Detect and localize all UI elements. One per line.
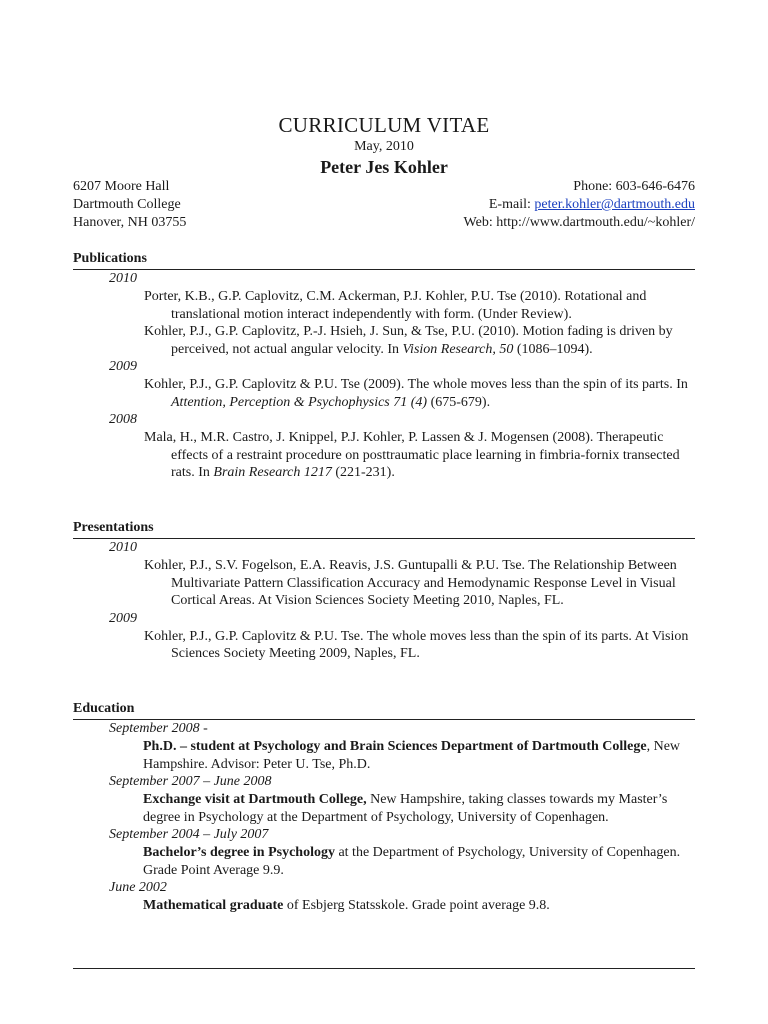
presentations-heading: Presentations bbox=[73, 519, 695, 539]
year-label: 2008 bbox=[109, 412, 137, 427]
presentation-entry: Kohler, P.J., S.V. Fogelson, E.A. Reavis, J.S. Guntupalli & P.U. Tse. The Relationship Between Multivariate Pattern Classification Accuracy and Hemodynamic Response Level in Visual Cortical Areas. At Vision Sciences Society Meeting 2010, Naples, FL. bbox=[144, 558, 677, 608]
web-address: Web: http://www.dartmouth.edu/~kohler/ bbox=[463, 215, 695, 230]
contact-block bbox=[73, 178, 695, 232]
address-line-3: Hanover, NH 03755 bbox=[73, 215, 187, 230]
education-entry: Bachelor’s degree in Psychology at the Department of Psychology, University of Copenhagen. Grade Point Average 9.9. bbox=[143, 845, 681, 878]
publications-heading: Publications bbox=[73, 250, 695, 270]
year-label: 2010 bbox=[109, 271, 137, 286]
email-line bbox=[489, 196, 695, 214]
publication-entry: Kohler, P.J., G.P. Caplovitz & P.U. Tse (2009). The whole moves less than the spin of its parts. In Attention, Perception & Psychophysics 71 (4) (675-679). bbox=[144, 377, 688, 410]
year-label: 2010 bbox=[109, 540, 137, 555]
address-line-2: Dartmouth College bbox=[73, 197, 181, 212]
email-link[interactable]: peter.kohler@dartmouth.edu bbox=[534, 197, 695, 212]
education-entry: Mathematical graduate of Esbjerg Statsskole. Grade point average 9.8. bbox=[143, 898, 550, 913]
presentation-entry: Kohler, P.J., G.P. Caplovitz & P.U. Tse. The whole moves less than the spin of its parts. At Vision Sciences Society Meeting 2009, Naples, FL. bbox=[144, 628, 689, 661]
document-date: May, 2010 bbox=[354, 139, 414, 154]
education-date: June 2002 bbox=[109, 880, 167, 895]
publication-entry: Kohler, P.J., G.P. Caplovitz, P.-J. Hsieh, J. Sun, & Tse, P.U. (2010). Motion fading is driven by perceived, not actual angular velocity. In Vision Research, 50 (1086–1094). bbox=[144, 324, 673, 357]
education-date: September 2008 - bbox=[109, 721, 208, 736]
year-label: 2009 bbox=[109, 359, 137, 374]
education-entry: Exchange visit at Dartmouth College, New Hampshire, taking classes towards my Master’s degree in Psychology at the Department of Psychology, University of Copenhagen. bbox=[143, 792, 668, 825]
footer-divider bbox=[73, 968, 695, 969]
education-section bbox=[73, 700, 695, 915]
phone: Phone: 603-646-6476 bbox=[573, 179, 695, 194]
publication-entry: Mala, H., M.R. Castro, J. Knippel, P.J. Kohler, P. Lassen & J. Mogensen (2008). Therapeutic effects of a restraint procedure on posttraumatic place learning in fimbria-fornix transected rats. In Brain Research 1217 (221-231). bbox=[144, 430, 680, 480]
education-date: September 2007 – June 2008 bbox=[109, 774, 272, 789]
publication-entry: Porter, K.B., G.P. Caplovitz, C.M. Ackerman, P.J. Kohler, P.U. Tse (2010). Rotational and translational motion interact independently with form. (Under Review). bbox=[144, 289, 647, 322]
document-title: CURRICULUM VITAE bbox=[278, 113, 490, 137]
presentations-section bbox=[73, 519, 695, 663]
education-heading: Education bbox=[73, 700, 695, 720]
education-entry: Ph.D. – student at Psychology and Brain Sciences Department of Dartmouth College, New Hampshire. Advisor: Peter U. Tse, Ph.D. bbox=[143, 739, 681, 772]
publications-section bbox=[73, 250, 695, 482]
address-line-1: 6207 Moore Hall bbox=[73, 179, 170, 194]
education-date: September 2004 – July 2007 bbox=[109, 827, 269, 842]
year-label: 2009 bbox=[109, 610, 137, 626]
email-label: E-mail: bbox=[488, 197, 535, 212]
person-name: Peter Jes Kohler bbox=[320, 157, 448, 177]
